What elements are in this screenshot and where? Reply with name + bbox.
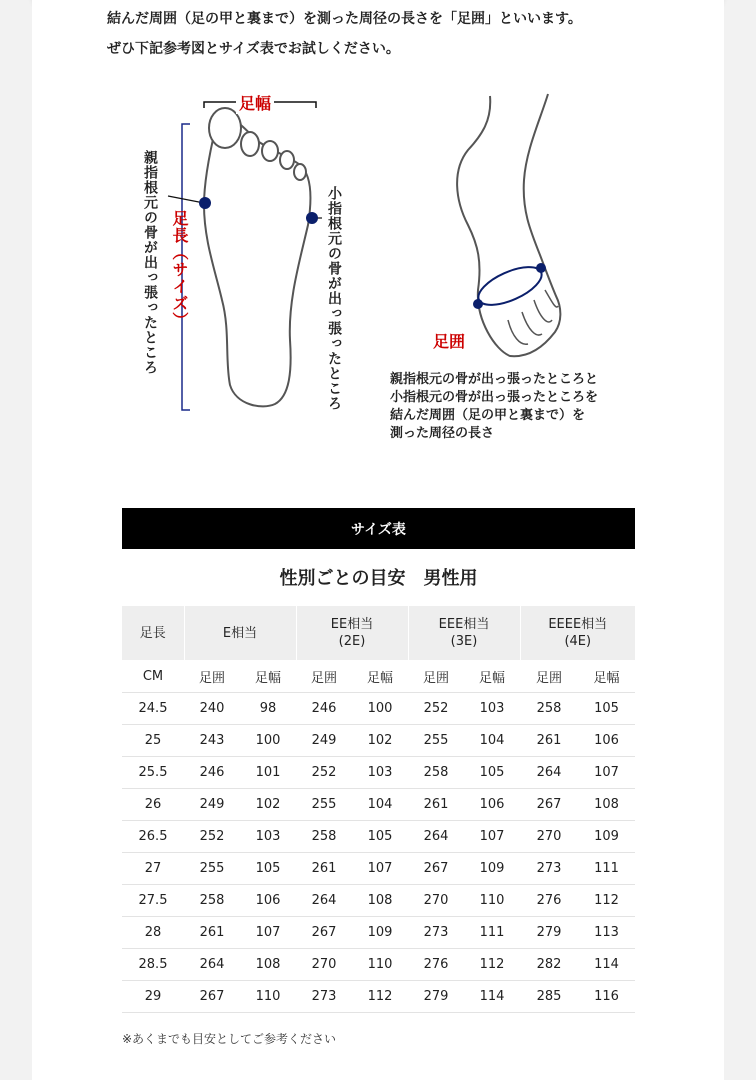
foot-length-cell: 26.5	[122, 821, 184, 853]
size-value-cell: 252	[184, 821, 240, 853]
group-header-line: 足長	[139, 625, 166, 641]
little-toe-joint-marker	[306, 212, 318, 224]
size-value-cell: 240	[184, 693, 240, 725]
table-row	[122, 885, 635, 917]
size-value-cell: 258	[520, 693, 578, 725]
table-row	[122, 949, 635, 981]
size-value-cell: 101	[240, 757, 296, 789]
size-value-cell: 276	[520, 885, 578, 917]
size-value-cell: 105	[578, 693, 635, 725]
size-value-cell: 261	[520, 725, 578, 757]
girth-description-line: 小指根元の骨が出っ張ったところを	[390, 390, 599, 405]
size-value-cell: 258	[296, 821, 352, 853]
size-value-cell: 279	[408, 981, 464, 1013]
foot-length-cell: 25	[122, 725, 184, 757]
girth-description	[390, 371, 650, 443]
size-value-cell: 249	[184, 789, 240, 821]
size-value-cell: 267	[408, 853, 464, 885]
unit-cell: 足囲	[296, 660, 352, 693]
size-table-subtitle: 性別ごとの目安 男性用	[279, 568, 478, 589]
girth-description-line: 親指根元の骨が出っ張ったところと	[390, 372, 599, 387]
size-value-cell: 107	[464, 821, 520, 853]
unit-cell: 足幅	[578, 660, 635, 693]
size-value-cell: 264	[296, 885, 352, 917]
little-toe-joint-label: 小指根元の骨が出っ張ったところ	[326, 186, 342, 411]
size-value-cell: 106	[464, 789, 520, 821]
side-foot-outline	[457, 94, 560, 356]
unit-cell: CM	[122, 660, 184, 693]
size-value-cell: 255	[296, 789, 352, 821]
size-value-cell: 270	[408, 885, 464, 917]
size-value-cell: 252	[296, 757, 352, 789]
size-value-cell: 110	[464, 885, 520, 917]
foot-length-cell: 29	[122, 981, 184, 1013]
table-row	[122, 853, 635, 885]
size-value-cell: 270	[296, 949, 352, 981]
size-value-cell: 114	[464, 981, 520, 1013]
unit-cell: 足幅	[352, 660, 408, 693]
size-value-cell: 112	[464, 949, 520, 981]
size-value-cell: 100	[352, 693, 408, 725]
size-value-cell: 270	[520, 821, 578, 853]
intro-line-1: 結んだ周囲（足の甲と裏まで）を測った周径の長さを「足囲」といいます。	[107, 11, 582, 27]
size-value-cell: 258	[408, 757, 464, 789]
unit-cell: 足囲	[520, 660, 578, 693]
size-value-cell: 114	[578, 949, 635, 981]
size-value-cell: 279	[520, 917, 578, 949]
size-value-cell: 246	[184, 757, 240, 789]
size-value-cell: 243	[184, 725, 240, 757]
size-table-unit-row	[122, 660, 635, 693]
size-value-cell: 282	[520, 949, 578, 981]
big-toe-joint-marker	[199, 197, 211, 209]
unit-cell: 足幅	[464, 660, 520, 693]
size-value-cell: 104	[464, 725, 520, 757]
size-value-cell: 264	[184, 949, 240, 981]
size-value-cell: 252	[408, 693, 464, 725]
size-value-cell: 273	[520, 853, 578, 885]
size-value-cell: 261	[184, 917, 240, 949]
foot-width-label: 足幅	[236, 91, 274, 114]
foot-length-cell: 25.5	[122, 757, 184, 789]
foot-length-cell: 27.5	[122, 885, 184, 917]
size-table	[122, 606, 635, 1013]
size-value-cell: 264	[520, 757, 578, 789]
size-table-header: サイズ表	[122, 508, 635, 549]
table-row	[122, 981, 635, 1013]
size-value-cell: 107	[240, 917, 296, 949]
size-value-cell: 261	[296, 853, 352, 885]
girth-marker-right	[536, 263, 546, 273]
foot-length-cell: 28.5	[122, 949, 184, 981]
table-row	[122, 757, 635, 789]
foot-length-cell: 24.5	[122, 693, 184, 725]
size-value-cell: 267	[296, 917, 352, 949]
size-value-cell: 112	[578, 885, 635, 917]
size-value-cell: 116	[578, 981, 635, 1013]
unit-cell: 足幅	[240, 660, 296, 693]
size-value-cell: 108	[240, 949, 296, 981]
table-row	[122, 821, 635, 853]
size-value-cell: 113	[578, 917, 635, 949]
girth-description-line: 測った周径の長さ	[390, 426, 495, 441]
size-value-cell: 104	[352, 789, 408, 821]
size-value-cell: 109	[352, 917, 408, 949]
girth-description-line: 結んだ周囲（足の甲と裏まで）を	[390, 408, 586, 423]
size-value-cell: 258	[184, 885, 240, 917]
table-row	[122, 917, 635, 949]
intro-line-2: ぜひ下記参考図とサイズ表でお試しください。	[107, 41, 400, 57]
size-value-cell: 105	[240, 853, 296, 885]
size-value-cell: 111	[578, 853, 635, 885]
size-value-cell: 109	[464, 853, 520, 885]
group-header-2e	[296, 606, 408, 660]
group-header-line: E相当	[222, 625, 258, 641]
size-value-cell: 267	[520, 789, 578, 821]
size-value-cell: 285	[520, 981, 578, 1013]
size-value-cell: 102	[240, 789, 296, 821]
size-value-cell: 264	[408, 821, 464, 853]
group-header-4e	[520, 606, 635, 660]
size-value-cell: 106	[240, 885, 296, 917]
size-value-cell: 110	[240, 981, 296, 1013]
size-value-cell: 273	[296, 981, 352, 1013]
girth-label: 足囲	[433, 332, 466, 351]
size-value-cell: 273	[408, 917, 464, 949]
unit-cell: 足囲	[184, 660, 240, 693]
size-table-note: ※あくまでも目安としてご参考ください	[122, 1032, 337, 1046]
foot-length-label: 足長（サイズ）	[170, 210, 189, 329]
size-value-cell: 276	[408, 949, 464, 981]
foot-length-cell: 26	[122, 789, 184, 821]
size-value-cell: 246	[296, 693, 352, 725]
size-value-cell: 249	[296, 725, 352, 757]
size-value-cell: 255	[184, 853, 240, 885]
size-value-cell: 108	[578, 789, 635, 821]
size-value-cell: 107	[578, 757, 635, 789]
table-row	[122, 693, 635, 725]
size-value-cell: 98	[240, 693, 296, 725]
group-header-line: (2E)	[338, 634, 366, 649]
size-value-cell: 110	[352, 949, 408, 981]
group-header-line: EE相当	[330, 617, 374, 632]
size-value-cell: 103	[464, 693, 520, 725]
group-header-3e	[408, 606, 520, 660]
size-table-group-header-row	[122, 606, 635, 660]
size-value-cell: 267	[184, 981, 240, 1013]
size-value-cell: 255	[408, 725, 464, 757]
table-row	[122, 789, 635, 821]
size-value-cell: 261	[408, 789, 464, 821]
foot-length-cell: 28	[122, 917, 184, 949]
group-header-line: EEEE相当	[548, 617, 608, 632]
unit-cell: 足囲	[408, 660, 464, 693]
table-row	[122, 725, 635, 757]
size-value-cell: 105	[352, 821, 408, 853]
big-toe-joint-label: 親指根元の骨が出っ張ったところ	[142, 150, 158, 375]
size-value-cell: 102	[352, 725, 408, 757]
size-value-cell: 108	[352, 885, 408, 917]
size-value-cell: 111	[464, 917, 520, 949]
foot-length-cell: 27	[122, 853, 184, 885]
group-header-foot-length	[122, 606, 184, 660]
size-value-cell: 103	[352, 757, 408, 789]
group-header-line: EEE相当	[438, 617, 490, 632]
size-value-cell: 112	[352, 981, 408, 1013]
group-header-line: (4E)	[564, 634, 592, 649]
group-header-line: (3E)	[450, 634, 478, 649]
size-value-cell: 103	[240, 821, 296, 853]
girth-marker-left	[473, 299, 483, 309]
size-value-cell: 105	[464, 757, 520, 789]
size-value-cell: 100	[240, 725, 296, 757]
size-value-cell: 106	[578, 725, 635, 757]
group-header-e	[184, 606, 296, 660]
size-value-cell: 107	[352, 853, 408, 885]
size-value-cell: 109	[578, 821, 635, 853]
